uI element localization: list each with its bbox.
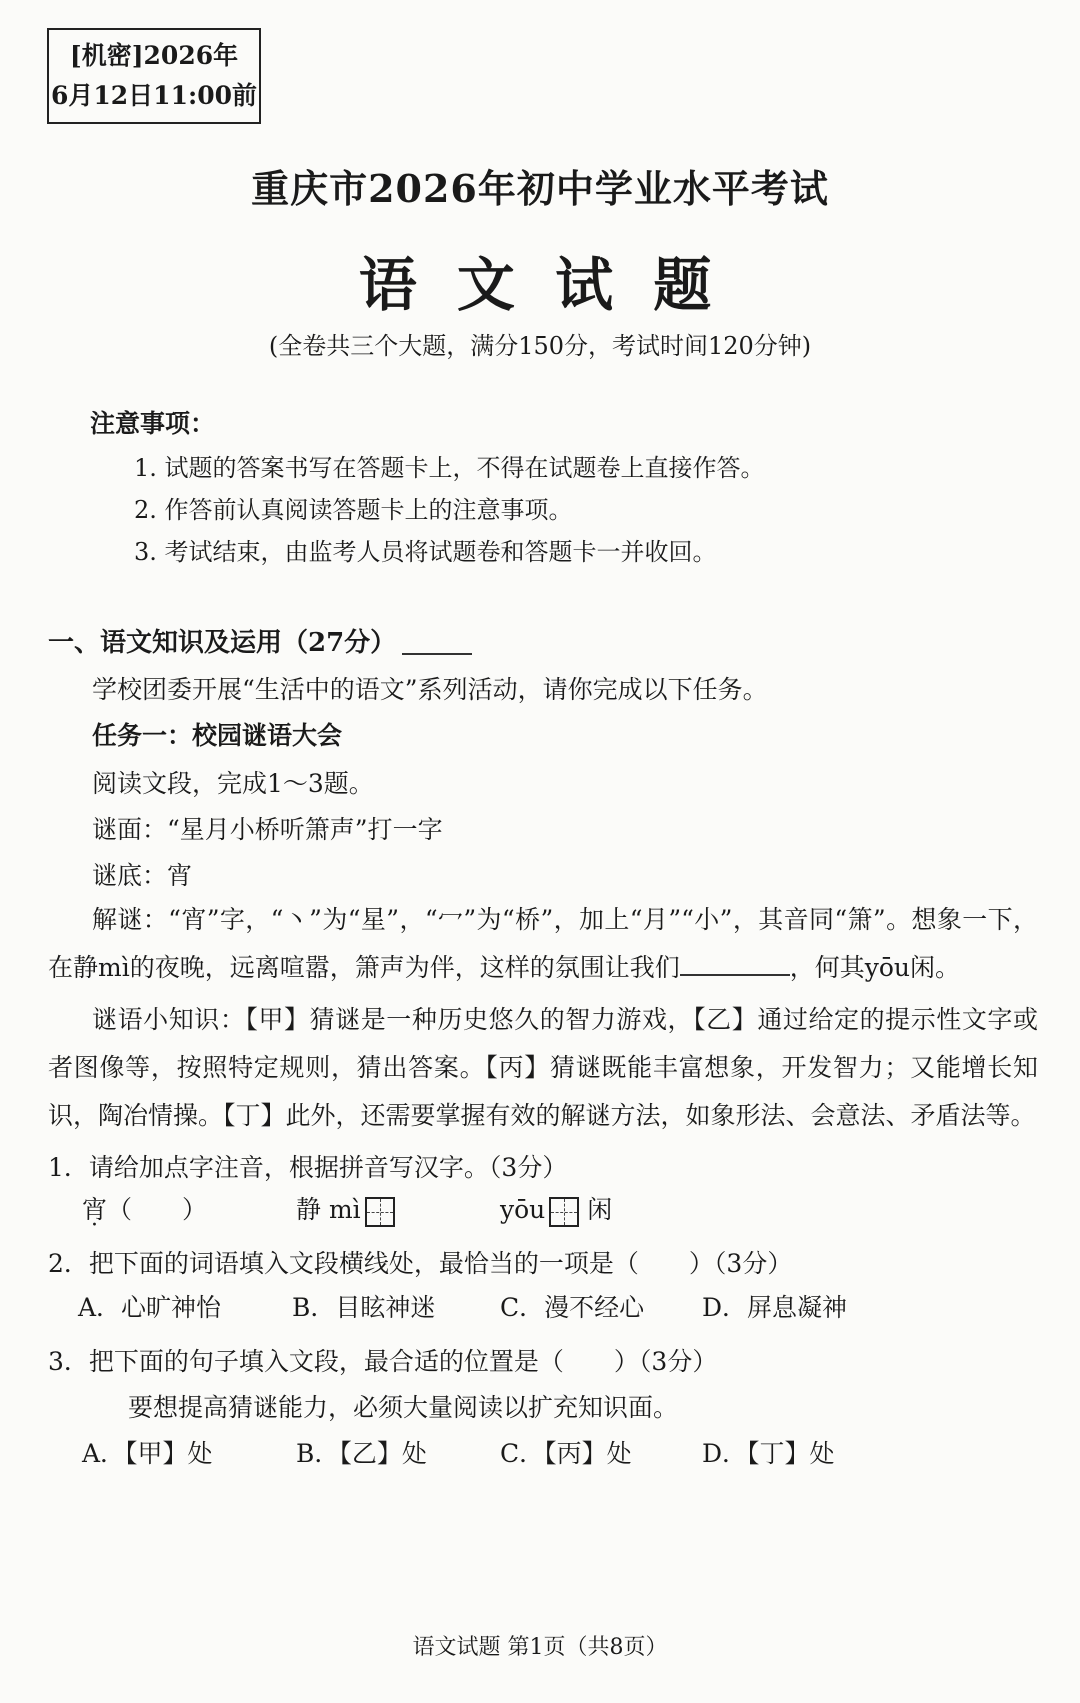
confidential-box	[47, 28, 261, 124]
q2-option-c[interactable]: C．漫不经心	[500, 1293, 645, 1322]
q1-pinyin-b: 静 mì	[296, 1195, 361, 1224]
confidential-line2: 6月12日11:00前	[51, 81, 257, 110]
riddle-answer: 谜底：宵	[92, 861, 193, 890]
question-3-stem: 3．把下面的句子填入文段，最合适的位置是（ ）（3分）	[48, 1347, 718, 1376]
page-footer: 语文试题 第1页（共8页）	[412, 1635, 668, 1660]
confidential-line1: [机密]2026年	[69, 41, 239, 70]
notes-title: 注意事项：	[90, 409, 216, 438]
q2-option-d[interactable]: D．屏息凝神	[702, 1293, 848, 1322]
q3-sentence: 要想提高猜谜能力，必须大量阅读以扩充知识面。	[128, 1393, 679, 1422]
section-title-text: 一、语文知识及运用（27分）	[48, 628, 397, 658]
section-title	[48, 622, 472, 659]
note-item: 1. 试题的答案书写在答题卡上，不得在试题卷上直接作答。	[134, 454, 765, 482]
q3-option-d[interactable]: D．【丁】处	[702, 1439, 835, 1468]
subject-title: 语 文 试 题	[358, 251, 722, 319]
riddle-face: 谜面：“星月小桥听箫声”打一字	[92, 815, 443, 844]
question-2-stem: 2．把下面的词语填入文段横线处，最恰当的一项是（ ）（3分）	[48, 1249, 793, 1278]
q2-option-a[interactable]: A．心旷神怡	[78, 1293, 222, 1322]
q2-option-b[interactable]: B．目眩神迷	[292, 1293, 436, 1322]
tian-grid-box[interactable]	[549, 1197, 579, 1227]
riddle-explanation	[48, 896, 1038, 992]
q1-answer-paren[interactable]: （ ）	[107, 1195, 208, 1224]
q1-item-a	[82, 1190, 207, 1226]
read-instruction: 阅读文段，完成1～3题。	[92, 769, 374, 798]
explanation-text-end: ，何其yōu闲。	[789, 953, 960, 982]
decorative-line	[402, 633, 472, 655]
tian-grid-box[interactable]	[365, 1197, 395, 1227]
riddle-knowledge: 谜语小知识：【甲】猜谜是一种历史悠久的智力游戏，【乙】通过给定的提示性文字或者图像等，按照特定规则，猜出答案。【丙】猜谜既能丰富想象，开发智力；又能增长知识，陶冶情操。【丁】此外，还需要掌握有效的解谜方法，如象形法、会意法、矛盾法等。	[48, 1005, 1038, 1130]
answer-blank[interactable]	[680, 950, 790, 976]
q3-option-c[interactable]: C．【丙】处	[500, 1439, 632, 1468]
task-title: 任务一：校园谜语大会	[92, 721, 343, 750]
q3-option-a[interactable]: A．【甲】处	[82, 1439, 213, 1468]
section-intro: 学校团委开展“生活中的语文”系列活动，请你完成以下任务。	[92, 675, 768, 704]
note-item: 3. 考试结束，由监考人员将试题卷和答题卡一并收回。	[134, 538, 717, 566]
q1-item-b	[296, 1190, 395, 1227]
question-1-stem: 1．请给加点字注音，根据拼音写汉字。（3分）	[48, 1153, 568, 1182]
explanation-text: 解谜：“宵”字，“丶”为“星”，“冖”为“桥”，加上“月”“小”，其音同“箫”。想象一下，在静mì的夜晚，远离喧嚣，箫声为伴，这样的氛围让我们	[48, 905, 1038, 982]
exam-subtitle: (全卷共三个大题，满分150分，考试时间120分钟)	[268, 332, 812, 360]
note-item: 2. 作答前认真阅读答题卡上的注意事项。	[134, 496, 573, 524]
q1-item-c	[500, 1190, 612, 1227]
q1-char-after: 闲	[587, 1195, 613, 1224]
q1-dotted-char: 宵	[82, 1195, 108, 1224]
q1-pinyin-c: yōu	[500, 1195, 546, 1224]
q3-option-b[interactable]: B．【乙】处	[296, 1439, 427, 1468]
exam-title: 重庆市2026年初中学业水平考试	[251, 166, 829, 211]
